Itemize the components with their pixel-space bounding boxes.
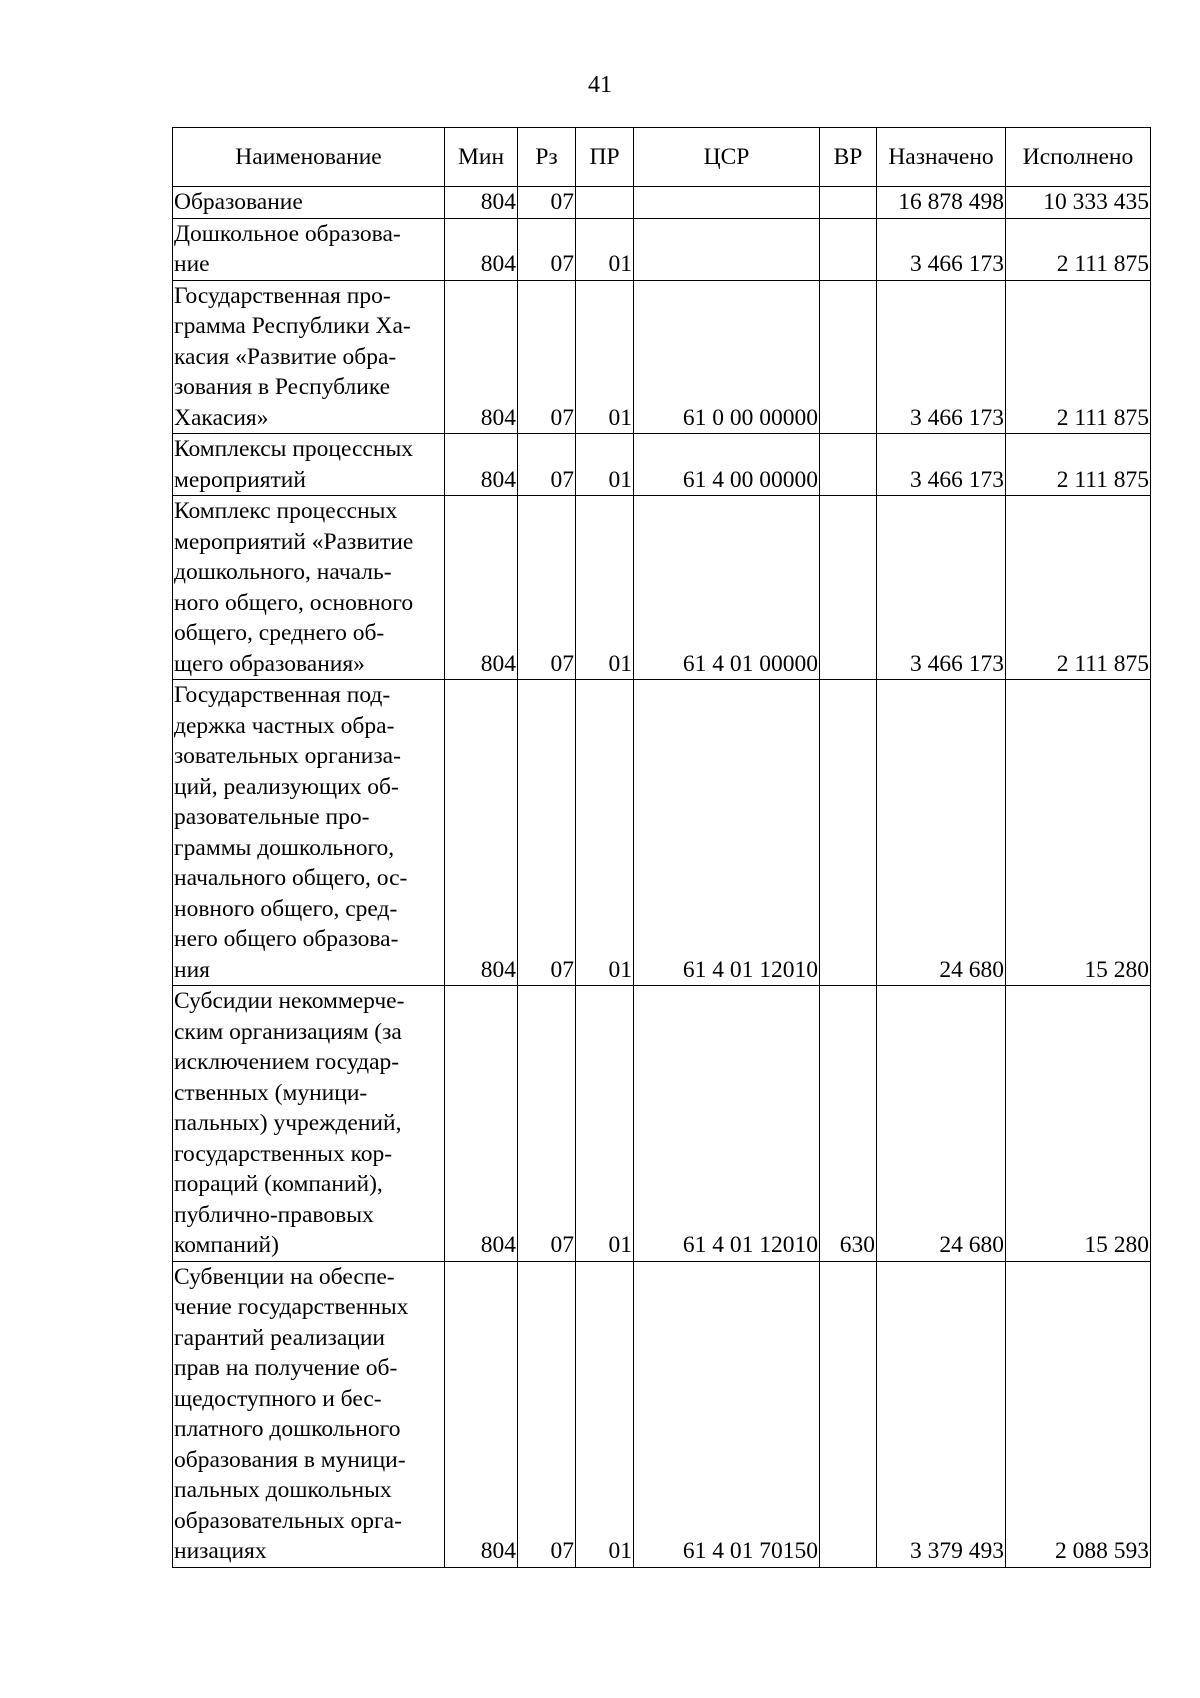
- cell-csr: 61 4 01 70150: [634, 1261, 820, 1567]
- table-row: [173, 280, 1151, 434]
- table-row: [173, 680, 1151, 986]
- table-row: [173, 1261, 1151, 1567]
- cell-rz: 07: [518, 434, 576, 496]
- cell-pr: 01: [576, 280, 634, 434]
- cell-rz: 07: [518, 680, 576, 986]
- cell-executed: 2 088 593: [1006, 1261, 1151, 1567]
- cell-planned: 3 466 173: [877, 496, 1006, 680]
- cell-name: Государственная про- грамма Республики Ха- касия «Развитие обра- зования в Республике Хакасия»: [173, 280, 445, 434]
- page-number: 41: [588, 72, 612, 98]
- cell-vr: [820, 434, 877, 496]
- cell-vr: 630: [820, 986, 877, 1262]
- cell-executed: 15 280: [1006, 680, 1151, 986]
- cell-name: Субвенции на обеспе- чение государственных гарантий реализации прав на получение об- щедоступного и бес- платного дошкольного образования в муници- пальных дошкольных образовательных орга- низациях: [173, 1261, 445, 1567]
- cell-vr: [820, 680, 877, 986]
- cell-planned: 3 466 173: [877, 434, 1006, 496]
- cell-pr: 01: [576, 680, 634, 986]
- cell-csr: [634, 187, 820, 219]
- cell-min: 804: [445, 1261, 518, 1567]
- cell-name: Комплексы процессных мероприятий: [173, 434, 445, 496]
- header-min: Мин: [445, 128, 518, 187]
- header-executed: Исполнено: [1006, 128, 1151, 187]
- cell-pr: 01: [576, 496, 634, 680]
- cell-pr: 01: [576, 218, 634, 280]
- table-row: [173, 986, 1151, 1262]
- cell-csr: 61 0 00 00000: [634, 280, 820, 434]
- cell-csr: 61 4 01 00000: [634, 496, 820, 680]
- cell-min: 804: [445, 280, 518, 434]
- cell-min: 804: [445, 496, 518, 680]
- cell-rz: 07: [518, 218, 576, 280]
- cell-min: 804: [445, 680, 518, 986]
- cell-min: 804: [445, 218, 518, 280]
- cell-name: Субсидии некоммерче- ским организациям (за исключением государ- ственных (муници- пальных) учреждений, государственных кор- пораций (компаний), публично-правовых компаний): [173, 986, 445, 1262]
- table-row: [173, 434, 1151, 496]
- header-name: Наименование: [173, 128, 445, 187]
- cell-min: 804: [445, 187, 518, 219]
- cell-planned: 16 878 498: [877, 187, 1006, 219]
- cell-pr: [576, 187, 634, 219]
- cell-vr: [820, 280, 877, 434]
- cell-rz: 07: [518, 187, 576, 219]
- cell-rz: 07: [518, 280, 576, 434]
- cell-pr: 01: [576, 1261, 634, 1567]
- cell-rz: 07: [518, 986, 576, 1262]
- cell-vr: [820, 496, 877, 680]
- header-planned: Назначено: [877, 128, 1006, 187]
- header-pr: ПР: [576, 128, 634, 187]
- cell-pr: 01: [576, 986, 634, 1262]
- table-header-row: [173, 128, 1151, 187]
- cell-min: 804: [445, 434, 518, 496]
- header-csr: ЦСР: [634, 128, 820, 187]
- cell-executed: 2 111 875: [1006, 218, 1151, 280]
- cell-csr: 61 4 01 12010: [634, 986, 820, 1262]
- cell-csr: 61 4 00 00000: [634, 434, 820, 496]
- cell-name: Образование: [173, 187, 445, 219]
- cell-executed: 2 111 875: [1006, 434, 1151, 496]
- table-row: [173, 496, 1151, 680]
- cell-rz: 07: [518, 1261, 576, 1567]
- cell-name: Государственная под- держка частных обра- зовательных организа- ций, реализующих об- разовательные про- граммы дошкольного, начального общего, ос- новного общего, сред- него общего образова- ния: [173, 680, 445, 986]
- header-rz: Рз: [518, 128, 576, 187]
- budget-table: [172, 127, 1151, 1568]
- cell-name: Комплекс процессных мероприятий «Развитие дошкольного, началь- ного общего, основного общего, среднего об- щего образования»: [173, 496, 445, 680]
- cell-min: 804: [445, 986, 518, 1262]
- cell-executed: 15 280: [1006, 986, 1151, 1262]
- header-vr: ВР: [820, 128, 877, 187]
- cell-vr: [820, 218, 877, 280]
- cell-vr: [820, 1261, 877, 1567]
- cell-rz: 07: [518, 496, 576, 680]
- table-row: [173, 218, 1151, 280]
- cell-csr: 61 4 01 12010: [634, 680, 820, 986]
- cell-vr: [820, 187, 877, 219]
- cell-name: Дошкольное образова- ние: [173, 218, 445, 280]
- cell-planned: 24 680: [877, 986, 1006, 1262]
- cell-csr: [634, 218, 820, 280]
- cell-planned: 3 379 493: [877, 1261, 1006, 1567]
- cell-planned: 24 680: [877, 680, 1006, 986]
- cell-pr: 01: [576, 434, 634, 496]
- table-row: [173, 187, 1151, 219]
- cell-executed: 10 333 435: [1006, 187, 1151, 219]
- cell-planned: 3 466 173: [877, 280, 1006, 434]
- cell-executed: 2 111 875: [1006, 280, 1151, 434]
- cell-planned: 3 466 173: [877, 218, 1006, 280]
- cell-executed: 2 111 875: [1006, 496, 1151, 680]
